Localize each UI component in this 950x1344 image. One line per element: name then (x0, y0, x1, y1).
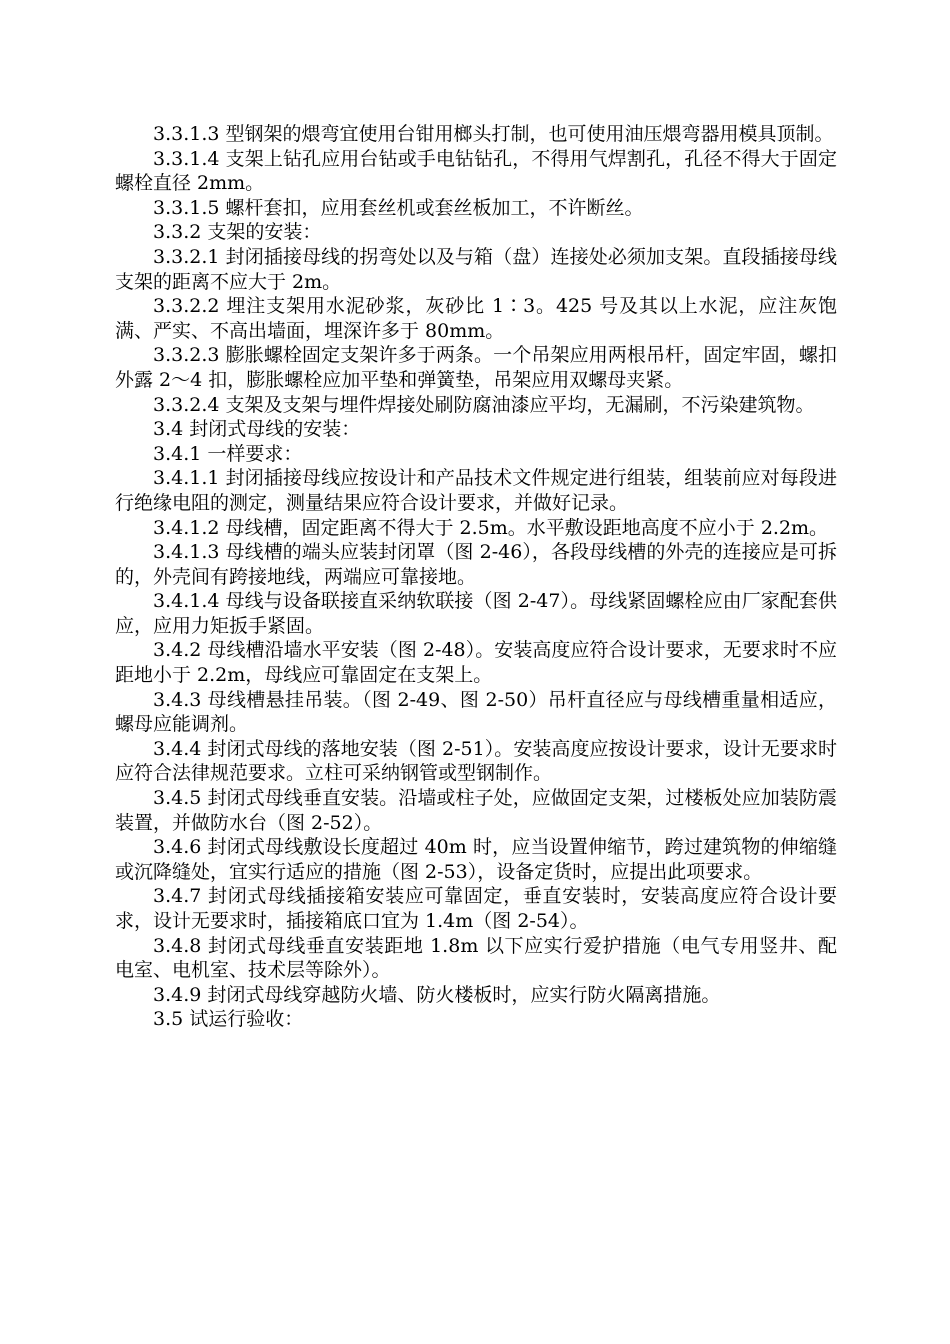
heading-3-3-2: 3.3.2 支架的安装： (153, 221, 322, 244)
paragraph-3-4-3: 3.4.3 母线槽悬挂吊装。（图 2-49、图 2-50）吊杆直径应与母线槽重量相适应，螺母应能调剂。 (115, 688, 837, 736)
paragraph-3-4-8: 3.4.8 封闭式母线垂直安装距地 1.8m 以下应实行爱护措施（电气专用竖井、配电室、电机室、技术层等除外）。 (115, 934, 837, 982)
paragraph-3-4-7: 3.4.7 封闭式母线插接箱安装应可靠固定，垂直安装时，安装高度应符合设计要求，设计无要求时，插接箱底口宜为 1.4m（图 2-54）。 (115, 885, 837, 932)
paragraph-3-4-1-2: 3.4.1.2 母线槽，固定距离不得大于 2.5m。水平敷设距地高度不应小于 2.2m。 (153, 516, 829, 539)
paragraph-3-3-1-4: 3.3.1.4 支架上钻孔应用台钻或手电钻钻孔，不得用气焊割孔，孔径不得大于固定螺栓直径 2mm。 (115, 147, 837, 195)
paragraph-3-4-5: 3.4.5 封闭式母线垂直安装。沿墙或柱子处，应做固定支架，过楼板处应加装防震装置，并做防水台（图 2-52）。 (115, 787, 837, 834)
heading-3-4: 3.4 封闭式母线的安装： (153, 418, 361, 441)
paragraph-3-3-2-2: 3.3.2.2 埋注支架用水泥砂浆，灰砂比 1∶3。425 号及其以上水泥，应注灰饱满、严实、不高出墙面，埋深许多于 80mm。 (115, 295, 837, 342)
paragraph-3-4-1-1: 3.4.1.1 封闭插接母线应按设计和产品技术文件规定进行组装，组装前应对每段进行绝缘电阻的测定，测量结果应符合设计要求，并做好记录。 (115, 467, 837, 514)
paragraph-3-3-2-1: 3.3.2.1 封闭插接母线的拐弯处以及与箱（盘）连接处必须加支架。直段插接母线支架的距离不应大于 2m。 (115, 245, 837, 293)
heading-3-5: 3.5 试运行验收： (153, 1008, 304, 1031)
paragraph-3-4-2: 3.4.2 母线槽沿墙水平安装（图 2-48）。安装高度应符合设计要求，无要求时不应距地小于 2.2m，母线应可靠固定在支架上。 (115, 639, 837, 687)
paragraph-3-4-1-4: 3.4.1.4 母线与设备联接直采纳软联接（图 2-47）。母线紧固螺栓应由厂家配套供应，应用力矩扳手紧固。 (115, 590, 837, 637)
paragraph-3-3-2-4: 3.3.2.4 支架及支架与埋件焊接处刷防腐油漆应平均，无漏刷，不污染建筑物。 (153, 393, 815, 416)
paragraph-3-4-4: 3.4.4 封闭式母线的落地安装（图 2-51）。安装高度应按设计要求，设计无要求时应符合法律规范要求。立柱可采纳钢管或型钢制作。 (115, 737, 837, 785)
paragraph-3-4-1-3: 3.4.1.3 母线槽的端头应装封闭罩（图 2-46），各段母线槽的外壳的连接应是可拆的，外壳间有跨接地线，两端应可靠接地。 (115, 541, 837, 588)
paragraph-3-3-1-3: 3.3.1.3 型钢架的煨弯宜使用台钳用榔头打制，也可使用油压煨弯器用模具顶制。 (153, 123, 834, 145)
paragraph-3-4-9: 3.4.9 封闭式母线穿越防火墙、防火楼板时，应实行防火隔离措施。 (153, 983, 721, 1006)
heading-3-4-1: 3.4.1 一样要求： (153, 442, 303, 465)
paragraph-3-3-2-3: 3.3.2.3 膨胀螺栓固定支架许多于两条。一个吊架应用两根吊杆，固定牢固，螺扣外露 2～4 扣，膨胀螺栓应加平垫和弹簧垫，吊架应用双螺母夹紧。 (115, 344, 837, 391)
paragraph-3-4-6: 3.4.6 封闭式母线敷设长度超过 40m 时，应当设置伸缩节，跨过建筑物的伸缩缝或沉降缝处，宜实行适应的措施（图 2-53），设备定货时，应提出此项要求。 (115, 836, 837, 883)
paragraph-3-3-1-5: 3.3.1.5 螺杆套扣，应用套丝机或套丝板加工，不许断丝。 (153, 196, 644, 219)
document-body (115, 122, 837, 1032)
